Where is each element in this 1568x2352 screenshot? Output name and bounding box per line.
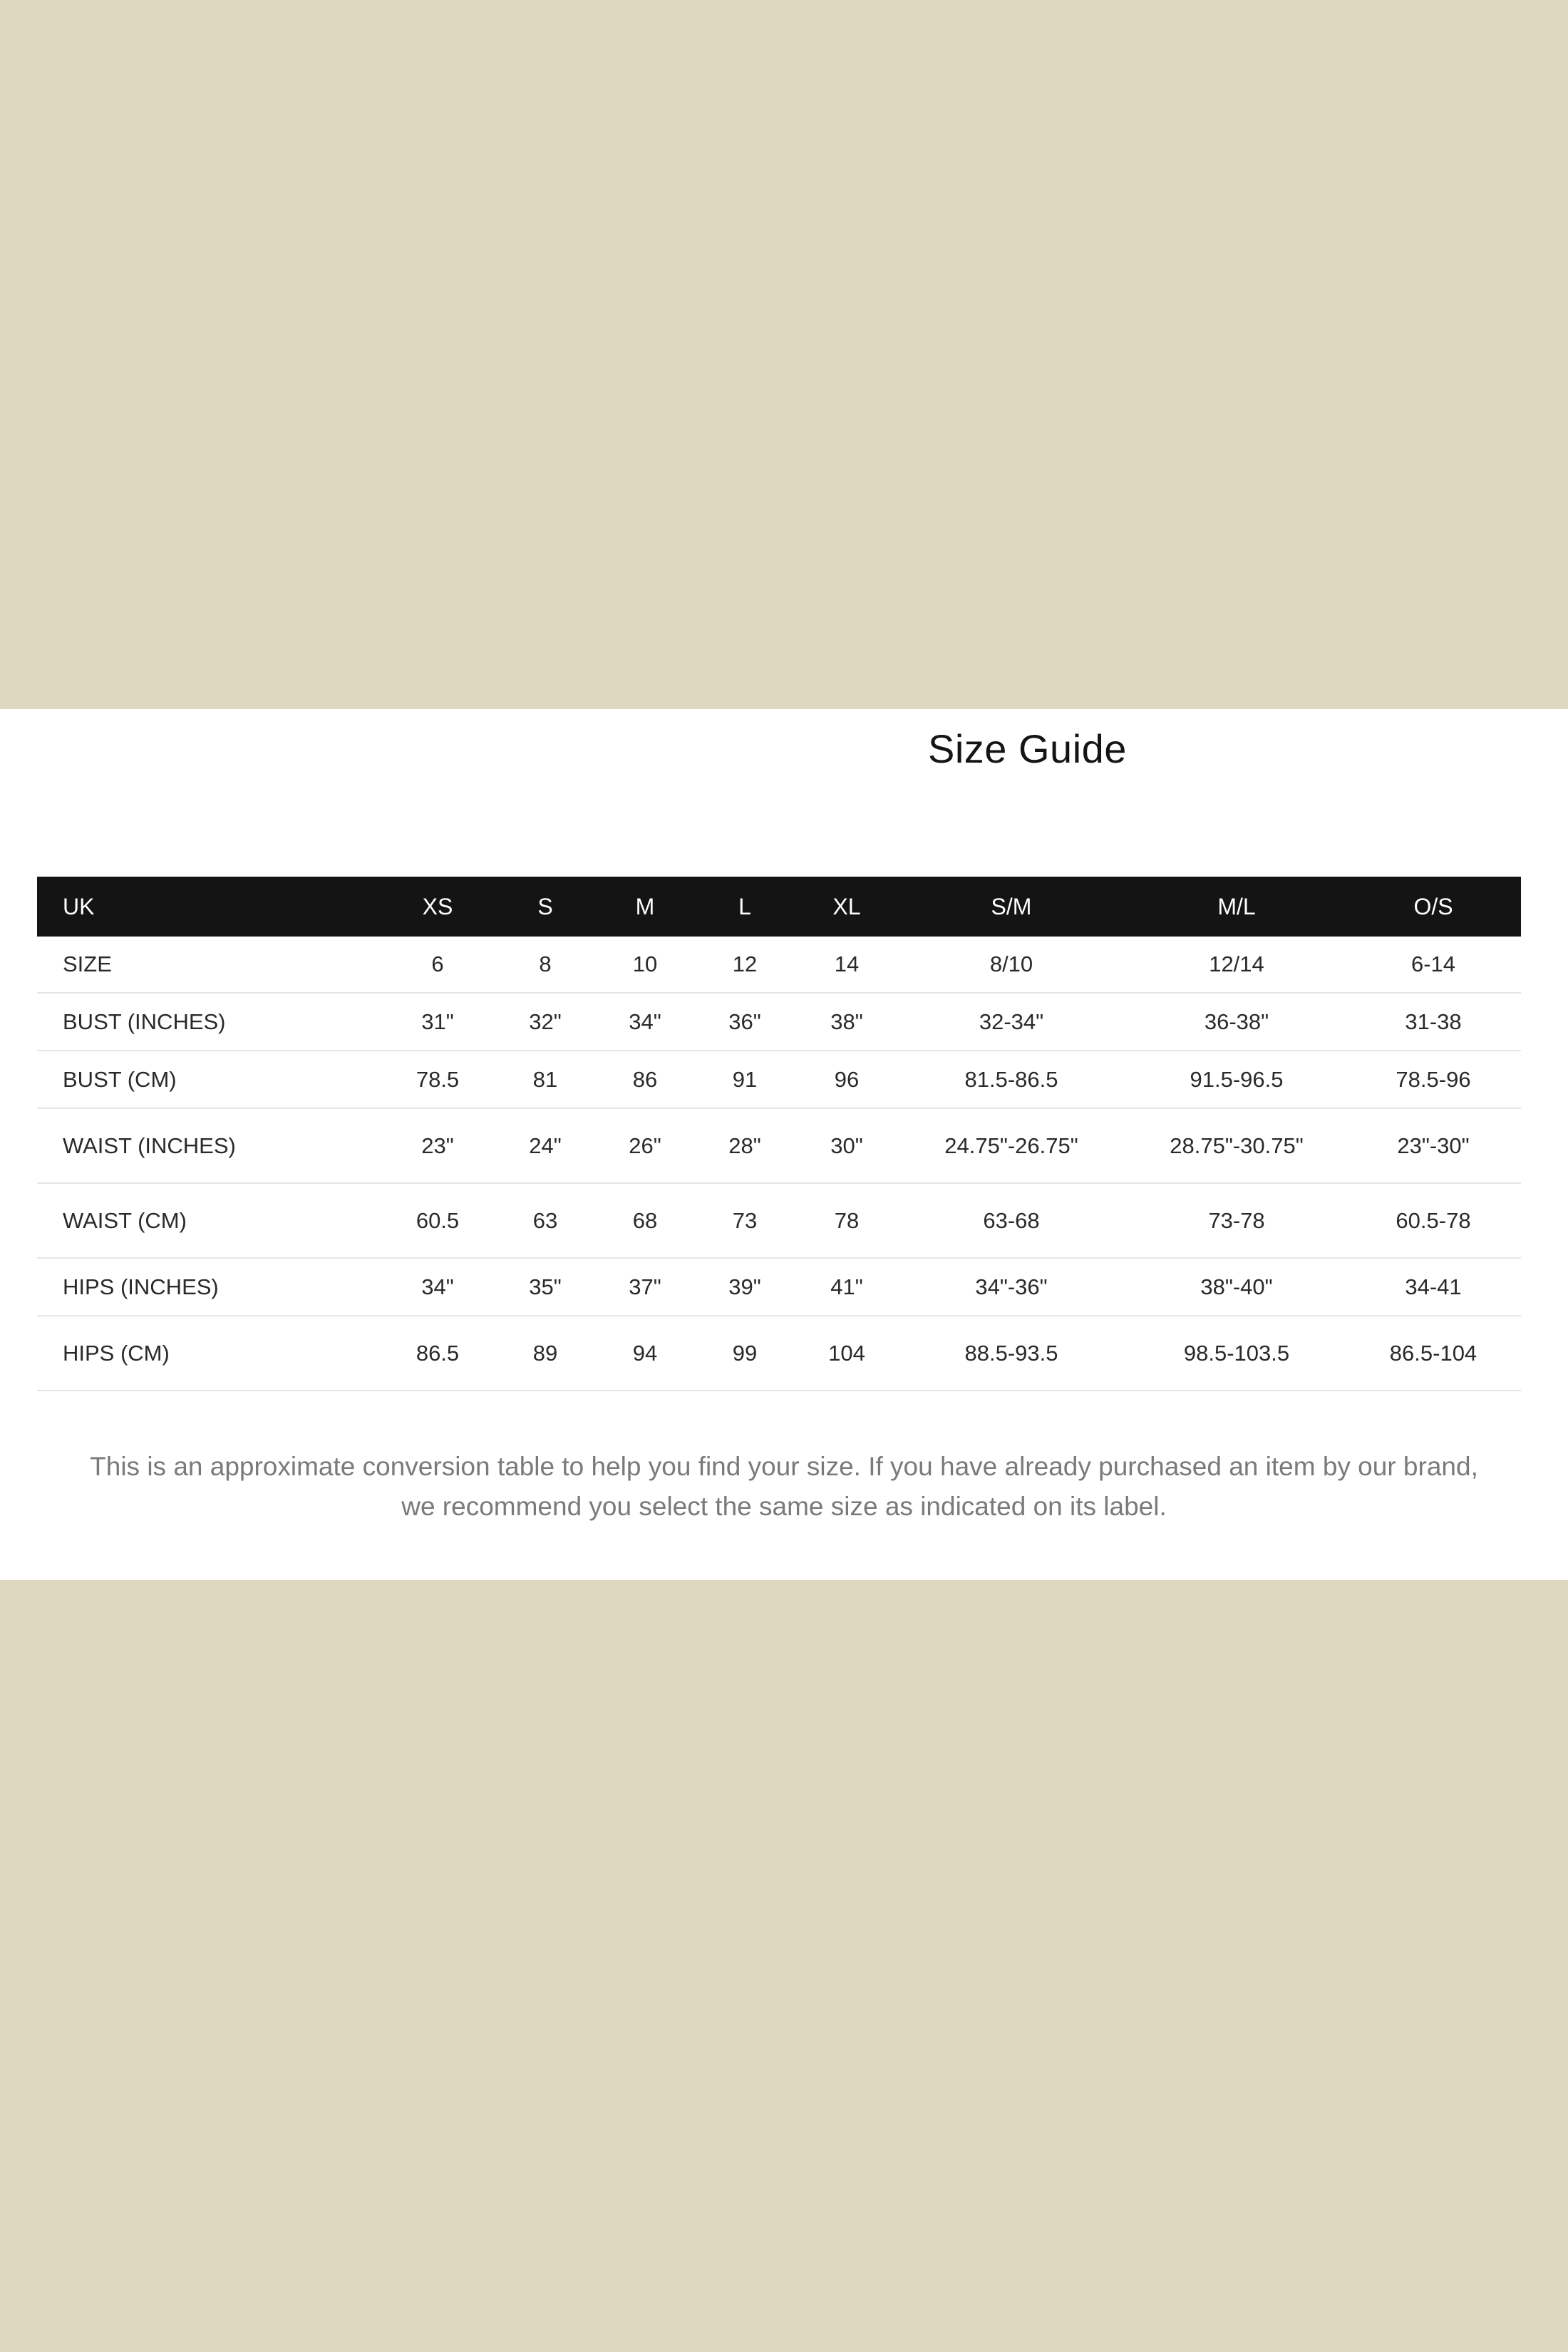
header-cell-sm: S/M	[991, 893, 1032, 919]
table-cell: 38"-40"	[1128, 1258, 1346, 1316]
table-cell: 104	[798, 1316, 895, 1391]
table-cell: 12/14	[1128, 937, 1346, 993]
table-cell: 32"	[492, 993, 599, 1051]
table-cell: 31"	[383, 993, 492, 1051]
table-row-hips-inches	[37, 1258, 1521, 1316]
table-cell: 38"	[798, 993, 895, 1051]
table-cell: 12	[691, 937, 798, 993]
header-cell-ml: M/L	[1217, 893, 1256, 919]
header-cell-os: O/S	[1413, 893, 1453, 919]
header-cell-s: S	[537, 893, 553, 919]
header-cell-xl: XL	[832, 893, 861, 919]
table-cell: 98.5-103.5	[1128, 1316, 1346, 1391]
page-title: Size Guide	[928, 726, 1127, 771]
table-cell: 60.5-78	[1346, 1183, 1521, 1258]
table-cell: 41"	[798, 1258, 895, 1316]
table-cell: 10	[599, 937, 691, 993]
table-cell: 39"	[691, 1258, 798, 1316]
header-cell-xs: XS	[422, 893, 453, 919]
table-cell: 91.5-96.5	[1128, 1051, 1346, 1108]
size-table	[37, 877, 1521, 1391]
row-label: HIPS (CM)	[37, 1316, 383, 1391]
table-cell: 32-34"	[895, 993, 1128, 1051]
table-row-size	[37, 937, 1521, 993]
row-label: HIPS (INCHES)	[37, 1258, 383, 1316]
table-cell: 86.5-104	[1346, 1316, 1521, 1391]
table-cell: 88.5-93.5	[895, 1316, 1128, 1391]
table-cell: 6-14	[1346, 937, 1521, 993]
table-cell: 78.5-96	[1346, 1051, 1521, 1108]
table-cell: 30"	[798, 1108, 895, 1183]
table-cell: 36"	[691, 993, 798, 1051]
table-cell: 91	[691, 1051, 798, 1108]
table-cell: 35"	[492, 1258, 599, 1316]
table-cell: 78	[798, 1183, 895, 1258]
row-label: WAIST (CM)	[37, 1183, 383, 1258]
row-label: BUST (CM)	[37, 1051, 383, 1108]
table-cell: 8	[492, 937, 599, 993]
table-cell: 37"	[599, 1258, 691, 1316]
table-cell: 23"	[383, 1108, 492, 1183]
table-cell: 34"	[599, 993, 691, 1051]
header-cell-uk: UK	[63, 893, 95, 919]
table-cell: 86	[599, 1051, 691, 1108]
table-cell: 86.5	[383, 1316, 492, 1391]
table-cell: 94	[599, 1316, 691, 1391]
table-cell: 23"-30"	[1346, 1108, 1521, 1183]
header-cell-l: L	[738, 893, 751, 919]
table-cell: 28"	[691, 1108, 798, 1183]
table-cell: 14	[798, 937, 895, 993]
table-row-waist-inches	[37, 1108, 1521, 1183]
row-label: SIZE	[37, 937, 383, 993]
table-cell: 73	[691, 1183, 798, 1258]
table-row-waist-cm	[37, 1183, 1521, 1258]
table-row-hips-cm	[37, 1316, 1521, 1391]
header-cell-m: M	[635, 893, 655, 919]
table-cell: 96	[798, 1051, 895, 1108]
table-cell: 24"	[492, 1108, 599, 1183]
table-cell: 8/10	[895, 937, 1128, 993]
table-cell: 6	[383, 937, 492, 993]
table-row-bust-cm	[37, 1051, 1521, 1108]
table-cell: 78.5	[383, 1051, 492, 1108]
table-cell: 31-38	[1346, 993, 1521, 1051]
table-cell: 34"	[383, 1258, 492, 1316]
table-cell: 81	[492, 1051, 599, 1108]
table-cell: 36-38"	[1128, 993, 1346, 1051]
table-cell: 63-68	[895, 1183, 1128, 1258]
table-cell: 73-78	[1128, 1183, 1346, 1258]
table-cell: 89	[492, 1316, 599, 1391]
row-label: WAIST (INCHES)	[37, 1108, 383, 1183]
table-header-row	[37, 877, 1521, 937]
table-row-bust-inches	[37, 993, 1521, 1051]
table-cell: 68	[599, 1183, 691, 1258]
size-disclaimer-note: This is an approximate conversion table to help you find your size. If you have already purchased an item by our brand, we recommend you select the same size as indicated on its label.	[90, 1452, 1478, 1521]
table-cell: 63	[492, 1183, 599, 1258]
table-cell: 26"	[599, 1108, 691, 1183]
table-cell: 28.75"-30.75"	[1128, 1108, 1346, 1183]
table-cell: 99	[691, 1316, 798, 1391]
table-cell: 34"-36"	[895, 1258, 1128, 1316]
row-label: BUST (INCHES)	[37, 993, 383, 1051]
table-cell: 24.75"-26.75"	[895, 1108, 1128, 1183]
table-cell: 34-41	[1346, 1258, 1521, 1316]
table-cell: 60.5	[383, 1183, 492, 1258]
table-cell: 81.5-86.5	[895, 1051, 1128, 1108]
